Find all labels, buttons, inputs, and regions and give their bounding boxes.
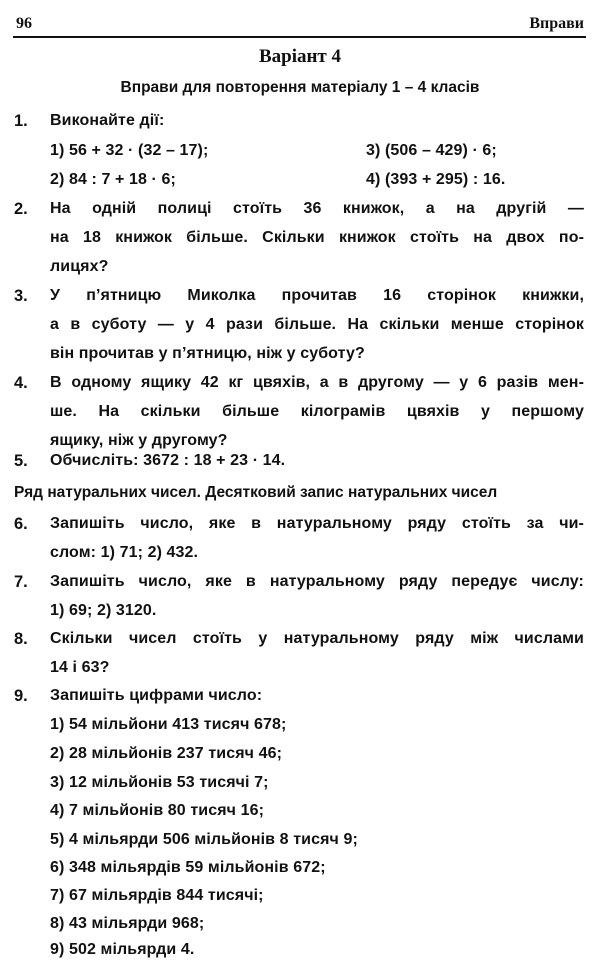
exercise-9-number: 9. (14, 687, 28, 705)
exercise-9-item-3: 3) 12 мільйонів 53 тисячі 7; (50, 774, 269, 791)
exercises-subtitle: Вправи для повторення матеріалу 1 – 4 класів (120, 79, 480, 96)
exercise-7-line-1: Запишіть число, яке в натуральному ряду передує числу: (50, 573, 584, 590)
exercise-6-line-1: Запишіть число, яке в натуральному ряду стоїть за чи- (50, 515, 584, 532)
exercise-2-line-2: на 18 книжок більше. Скільки книжок стоїть на двох по- (50, 229, 584, 246)
exercise-9-text: Запишіть цифрами число: (50, 687, 263, 704)
page-number: 96 (16, 15, 32, 32)
exercise-9-item-2: 2) 28 мільйонів 237 тисяч 46; (50, 745, 283, 762)
exercise-9-item-5: 5) 4 мільярди 506 мільйонів 8 тисяч 9; (50, 831, 358, 848)
exercise-1-item (50, 171, 584, 189)
exercise-4-line-3: ящику, ніж у другому? (50, 432, 228, 449)
exercise-8-line-1: Скільки чисел стоїть у натуральному ряду між числами (50, 630, 584, 647)
exercise-9-item-7: 7) 67 мільярдів 844 тисячі; (50, 887, 264, 904)
exercise-9-item-1: 1) 54 мільйони 413 тисяч 678; (50, 716, 287, 733)
section-name: Вправи (529, 15, 584, 32)
page-header (13, 12, 586, 38)
exercise-1-item-3: 3) (506 – 429) · 6; (366, 142, 497, 159)
exercise-1-item-2: 2) 84 : 7 + 18 · 6; (50, 171, 176, 188)
exercise-1-item-1: 1) 56 + 32 · (32 – 17); (50, 142, 209, 159)
exercise-9-item-9: 9) 502 мільярди 4. (50, 941, 195, 958)
exercise-9-item-8: 8) 43 мільярди 968; (50, 915, 205, 932)
exercise-1-number: 1. (14, 112, 28, 130)
exercise-1-item-4: 4) (393 + 295) : 16. (366, 171, 506, 188)
exercise-3-line-2: а в суботу — у 4 рази більше. На скільки менше сторінок (50, 316, 584, 333)
exercise-4-number: 4. (14, 374, 28, 392)
exercise-7-number: 7. (14, 573, 28, 591)
exercise-2-number: 2. (14, 200, 28, 218)
section-heading-natural-numbers: Ряд натуральних чисел. Десятковий запис натуральних чисел (14, 484, 498, 501)
exercise-3-line-1: У п’ятницю Миколка прочитав 16 сторінок книжки, (50, 287, 584, 304)
exercise-5-number: 5. (14, 452, 28, 470)
exercise-6-line-2: слом: 1) 71; 2) 432. (50, 544, 199, 561)
exercise-3-line-3: він прочитав у п’ятницю, ніж у суботу? (50, 345, 365, 362)
exercise-9-item-4: 4) 7 мільйонів 80 тисяч 16; (50, 802, 265, 819)
exercise-8-line-2: 14 і 63? (50, 659, 110, 676)
exercise-4-line-1: В одному ящику 42 кг цвяхів, а в другому — у 6 разів мен- (50, 374, 584, 391)
exercise-5-text: Обчисліть: 3672 : 18 + 23 · 14. (50, 452, 286, 469)
variant-title: Варіант 4 (258, 46, 342, 67)
exercise-9-item-6: 6) 348 мільярдів 59 мільйонів 672; (50, 859, 326, 876)
exercise-1-text: Виконайте дії: (50, 112, 165, 129)
exercise-2-line-1: На одній полиці стоїть 36 книжок, а на другій — (50, 200, 584, 217)
exercise-7-line-2: 1) 69; 2) 3120. (50, 602, 157, 619)
exercise-8-number: 8. (14, 630, 28, 648)
exercise-1-item (50, 142, 584, 160)
exercise-6-number: 6. (14, 515, 28, 533)
exercise-2-line-3: лицях? (50, 258, 109, 275)
exercise-4-line-2: ше. На скільки більше кілограмів цвяхів у першому (50, 403, 584, 420)
exercise-3-number: 3. (14, 287, 28, 305)
